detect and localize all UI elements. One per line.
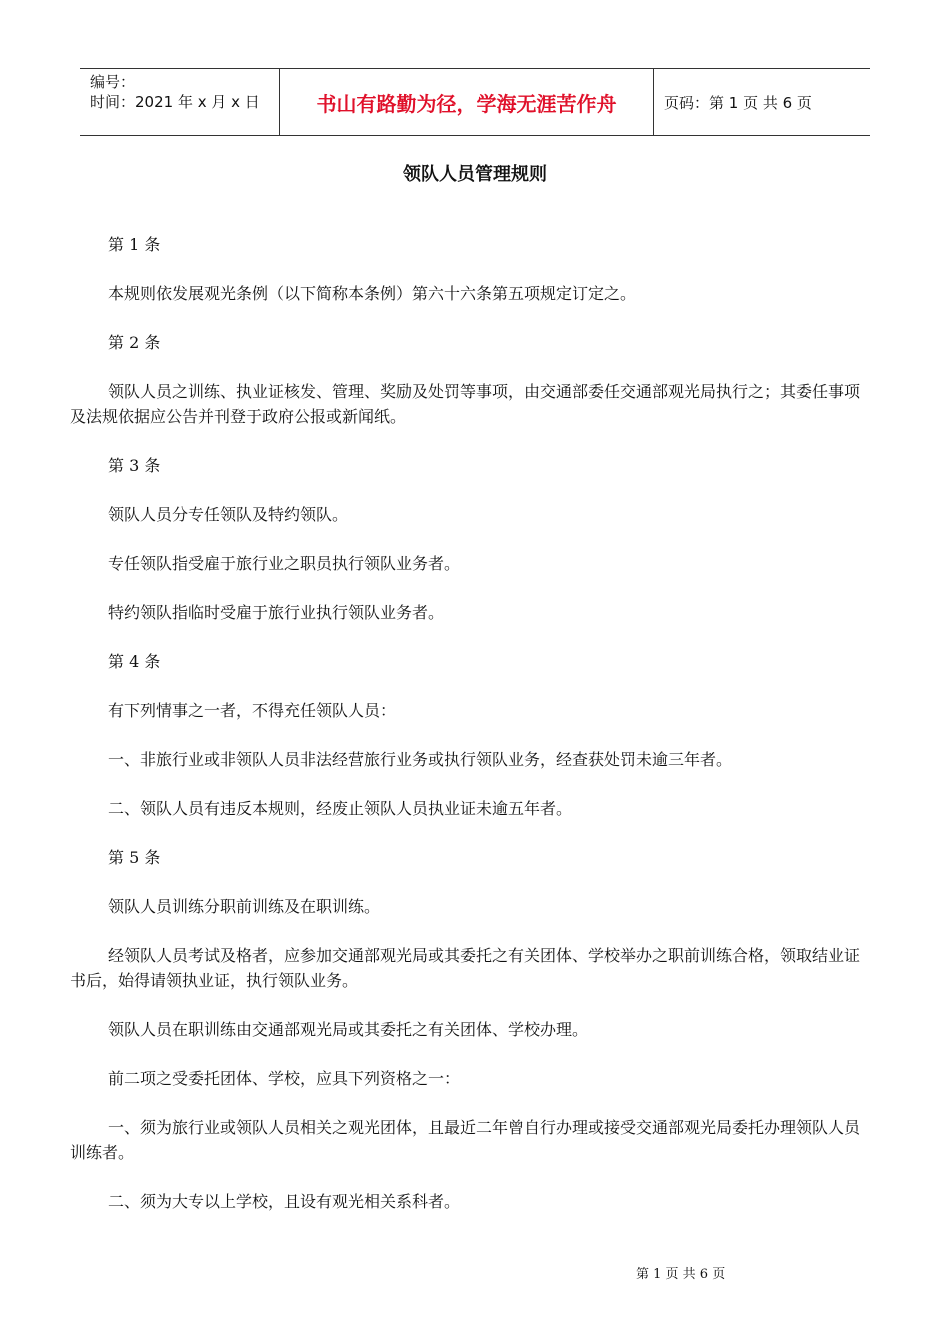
paragraph: 经领队人员考试及格者，应参加交通部观光局或其委托之有关团体、学校举办之职前训练合格，领取结业证书后，始得请领执业证，执行领队业务。 [70, 946, 861, 990]
document-title: 领队人员管理规则 [403, 164, 547, 185]
paragraph: 专任领队指受雇于旅行业之职员执行领队业务者。 [108, 554, 461, 573]
paragraph: 领队人员训练分职前训练及在职训练。 [108, 897, 381, 916]
paragraph: 领队人员之训练、执业证核发、管理、奖励及处罚等事项，由交通部委任交通部观光局执行之；其委任事项及法规依据应公告并刊登于政府公报或新闻纸。 [70, 382, 861, 426]
paragraph: 前二项之受委托团体、学校，应具下列资格之一： [108, 1069, 461, 1088]
page-footer: 第 1 页 共 6 页 [636, 1267, 726, 1282]
paragraph: 第 4 条 [108, 652, 161, 671]
document-number-label: 编号： [90, 73, 136, 91]
paragraph: 二、领队人员有违反本规则，经废止领队人员执业证未逾五年者。 [108, 799, 573, 818]
header-page-code: 页码：第 1 页 共 6 页 [664, 93, 812, 112]
paragraph: 二、须为大专以上学校，且设有观光相关系科者。 [108, 1192, 461, 1211]
paragraph: 一、非旅行业或非领队人员非法经营旅行业务或执行领队业务，经查获处罚未逾三年者。 [108, 750, 733, 769]
header-meta [80, 69, 280, 135]
paragraph: 领队人员分专任领队及特约领队。 [108, 505, 349, 524]
paragraph: 本规则依发展观光条例（以下简称本条例）第六十六条第五项规定订定之。 [108, 284, 637, 303]
paragraph: 第 3 条 [108, 456, 161, 475]
document-date: 时间：2021 年 x 月 x 日 [90, 93, 260, 111]
paragraph: 特约领队指临时受雇于旅行业执行领队业务者。 [108, 603, 445, 622]
paragraph: 第 2 条 [108, 333, 161, 352]
paragraph: 一、须为旅行业或领队人员相关之观光团体，且最近二年曾自行办理或接受交通部观光局委托办理领队人员训练者。 [70, 1118, 861, 1162]
paragraph: 有下列情事之一者，不得充任领队人员： [108, 701, 397, 720]
page-header [80, 68, 870, 136]
paragraph: 领队人员在职训练由交通部观光局或其委托之有关团体、学校办理。 [108, 1020, 589, 1039]
document-body [70, 232, 875, 1238]
header-motto: 书山有路勤为径，学海无涯苦作舟 [280, 69, 654, 135]
paragraph: 第 5 条 [108, 848, 161, 867]
paragraph: 第 1 条 [108, 235, 161, 254]
